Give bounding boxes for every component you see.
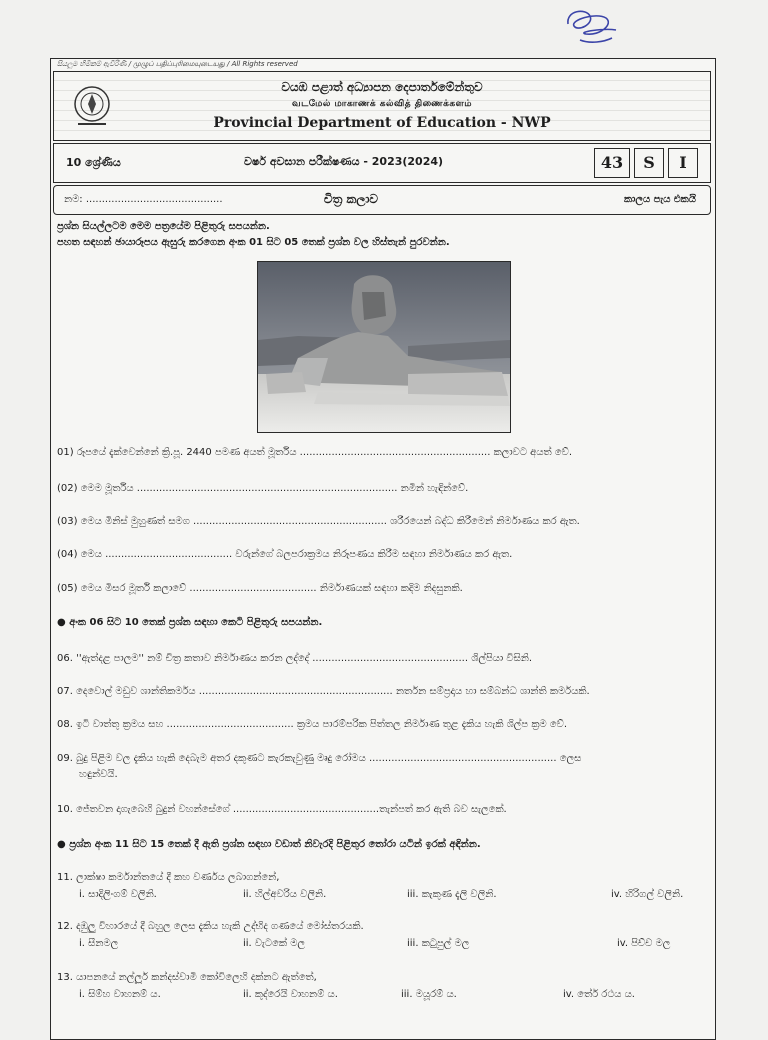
question-10: 10. ජේතවන දාගැබෙහි බුදුන් වහන්සේගේ ..............................................තැන්පත් කර ඇති බව සැලකේ. <box>57 804 507 815</box>
q12-option-2[interactable]: ii. වැටකේ මල <box>243 938 306 949</box>
q13-option-4[interactable]: iv. තේර් රථය ය. <box>563 989 635 1000</box>
question-05: (05) මෙය මිසර මූර්ති කලාවේ ........................................ නිර්මාණයක් සඳහා කදිම නිදසුනකි. <box>57 583 463 594</box>
question-09: 09. බුදු පිළිම වල දැකිය හැකි දෙබැම අතර දකුණට කැරකැවුණු මෘදු රෝමය ........................................................... ලෙස <box>57 753 582 764</box>
sphinx-photo <box>257 261 511 433</box>
time-allowed: කාලය පැය එකයි <box>623 194 696 205</box>
q11-option-3[interactable]: iii. කැකුණ දැලි වලිනි. <box>407 889 497 900</box>
grade-label: 10 ශ්‍රේණිය <box>66 156 121 169</box>
q11-option-1[interactable]: i. සාදිලිංගම් වලිනි. <box>79 889 157 900</box>
q11-option-2[interactable]: ii. හිල්අවරිය වලිනි. <box>243 889 327 900</box>
q12-option-3[interactable]: iii. කටුපුල් මල <box>407 938 470 949</box>
exam-info-row <box>53 143 711 183</box>
q13-option-2[interactable]: ii. කුද්රෙයි වාහනම් ය. <box>243 989 338 1000</box>
q11-option-4[interactable]: iv. හිරිගල් වලිනි. <box>611 889 684 900</box>
q12-option-4[interactable]: iv. පිච්ච මල <box>617 938 671 949</box>
q12-option-1[interactable]: i. සීනමල <box>79 938 119 949</box>
instruction-1: ප්‍රශ්න සියල්ලටම මෙම පත්‍රයේම පිළිතුරු සපයන්න. <box>57 221 270 232</box>
examiner-signature <box>556 2 626 52</box>
department-name-tamil: வடமேல் மாகாணக் கல்வித் திணைக்களம் <box>292 99 472 109</box>
department-name-sinhala: වයඹ පළාත් අධ්‍යාපන දෙපාර්තමේන්තුව <box>281 80 483 94</box>
question-03: (03) මෙය මිනිස් මුහුණත් සමග ............................................................. ශරීරයෙන් බද්ධ කිරීමෙන් නිර්මාණය කර ඇත. <box>57 516 580 527</box>
q13-option-1[interactable]: i. සිම්හ වාහනම් ය. <box>79 989 161 1000</box>
question-06: 06. ''ඇත්දළ පාලම'' නම් චිත්‍ර කතාව නිර්මාණය කරන ලද්දේ ................................................. ශිල්පියා විසිනි. <box>57 653 533 664</box>
name-field[interactable]: නම: ........................................... <box>64 194 223 205</box>
copyright-notice: සියලුම හිමිකම් ඇවිරිණි / முழுப் பதிப்புரிமையுடையது / All Rights reserved <box>57 60 298 68</box>
exam-title: වර්ෂ අවසාන පරීක්ෂණය - 2023(2024) <box>244 155 444 168</box>
paper-code-language: S <box>634 148 664 178</box>
section-2-instruction: ● අංක 06 සිට 10 තෙක් ප්‍රශ්න සඳහා කෙටි පිළිතුරු සපයන්න. <box>57 617 323 628</box>
question-04: (04) මෙය ........................................ වරුන්ගේ බලපරාක්‍රමය නිරූපණය කිරීම සඳහා නිර්මාණය කර ඇත. <box>57 549 513 560</box>
question-08: 08. ඉටි වාත්තු ක්‍රමය සහ ........................................ ක්‍රමය පාරම්පරික පිත්තල නිර්මාණ තුළ දැකිය හැකි ශිල්ප ක්‍රම වේ. <box>57 719 568 730</box>
question-02: (02) මෙම මූර්තිය .................................................................................. නමින් හැඳින්වේ. <box>57 483 469 494</box>
question-07: 07. දෙවොල් මඩුව ශාන්තිකර්මය ............................................................. නර්තන සම්ප්‍රදාය හා සම්බන්ධ ශාන්ති කර්මයකි. <box>57 686 590 697</box>
paper-code <box>594 148 698 178</box>
subject-title: චිත්‍ර කලාව <box>324 192 379 206</box>
question-09-continued: හඳුන්වයි. <box>79 769 118 780</box>
question-12: 12. දඹුලු විහාරයේ දී බහුල ලෙස දැකිය හැකි උද්භිද ගණයේ මෝස්තරයකි. <box>57 921 364 932</box>
department-name-english: Provincial Department of Education - NWP <box>213 115 551 131</box>
paper-code-part: I <box>668 148 698 178</box>
question-13: 13. යාපනයේ නල්ලූර් කන්දස්වාමි කෝවිලෙහි දක්නට ඇත්තේ, <box>57 972 317 983</box>
exam-paper <box>50 58 716 1040</box>
q13-option-3[interactable]: iii. මයූරම් ය. <box>401 989 457 1000</box>
name-subject-row <box>53 185 711 215</box>
question-11: 11. ලාක්ෂා කර්මාන්තයේ දී කහ වර්ණය ලබාගන්නේ, <box>57 872 280 883</box>
department-header <box>53 71 711 141</box>
question-01: 01) රූපයේ දැක්වෙන්නේ ක්‍රි.පූ. 2440 පමණ අයත් මූර්තිය ............................................................ කලාවට අයත් වේ. <box>57 447 573 458</box>
paper-code-number: 43 <box>594 148 630 178</box>
section-3-instruction: ● ප්‍රශ්න අංක 11 සිට 15 තෙක් දී ඇති ප්‍රශ්න සඳහා වඩාත් නිවැරදි පිළිතුර තෝරා යටින් ඉරක් අඳින්න. <box>57 839 481 850</box>
instruction-2: පහත සඳහන් ඡායාරූපය ඇසුරු කරගෙන අංක 01 සිට 05 තෙක් ප්‍රශ්න වල හිස්තැන් පුරවන්න. <box>57 237 450 248</box>
